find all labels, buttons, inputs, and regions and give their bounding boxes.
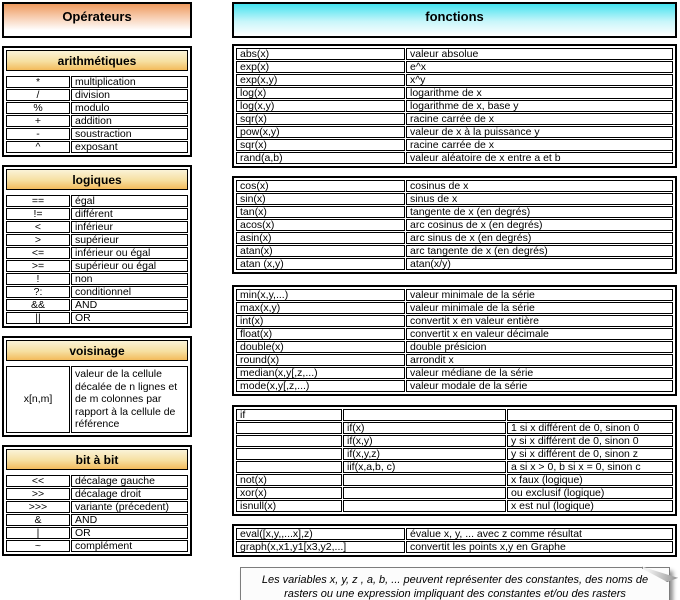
- table-row: [6, 221, 188, 233]
- table-cell: if(x,y): [343, 435, 506, 447]
- table-cell: arc cosinus de x (en degrés): [406, 219, 673, 231]
- table-cell: double présicion: [406, 341, 673, 353]
- table-cell: inférieur ou égal: [71, 247, 188, 259]
- table-row: [6, 527, 188, 539]
- table-cell: int(x): [236, 315, 405, 327]
- table-row: [6, 488, 188, 500]
- table-cell: cosinus de x: [406, 180, 673, 192]
- table-row: [6, 286, 188, 298]
- table-row: [6, 312, 188, 324]
- table-row: [6, 540, 188, 552]
- table-row: [236, 232, 673, 244]
- table-row: [236, 328, 673, 340]
- table-cell: +: [6, 115, 70, 127]
- table-row: [236, 315, 673, 327]
- neighborhood-operators-table: [6, 366, 188, 433]
- table-cell: AND: [71, 299, 188, 311]
- table-cell: if(x,y,z): [343, 448, 506, 460]
- table-cell: [343, 487, 506, 499]
- table-row: [236, 126, 673, 138]
- table-row: [236, 152, 673, 164]
- table-cell: inférieur: [71, 221, 188, 233]
- table-row: [236, 289, 673, 301]
- table-row: [6, 247, 188, 259]
- table-cell: round(x): [236, 354, 405, 366]
- operators-panel-header: [2, 2, 192, 38]
- operators-title: Opérateurs: [62, 9, 132, 24]
- table-row: [6, 128, 188, 140]
- table-row: [236, 541, 673, 553]
- table-row: [6, 234, 188, 246]
- table-cell: !=: [6, 208, 70, 220]
- table-row: [6, 141, 188, 153]
- table-cell: OR: [71, 527, 188, 539]
- table-cell: racine carrée de x: [406, 139, 673, 151]
- table-cell: if(x): [343, 422, 506, 434]
- table-cell: décalage droit: [71, 488, 188, 500]
- table-cell: a si x > 0, b si x = 0, sinon c: [507, 461, 673, 473]
- table-cell: log(x): [236, 87, 405, 99]
- eval-functions-table: [236, 528, 673, 553]
- table-cell: division: [71, 89, 188, 101]
- table-cell: ou exclusif (logique): [507, 487, 673, 499]
- table-cell: sin(x): [236, 193, 405, 205]
- table-cell: cos(x): [236, 180, 405, 192]
- table-row: [236, 302, 673, 314]
- table-cell: abs(x): [236, 48, 405, 60]
- table-row: [236, 61, 673, 73]
- table-cell: arrondit x: [406, 354, 673, 366]
- table-cell: median(x,y[,z,...): [236, 367, 405, 379]
- functions-panel-header: [232, 2, 677, 38]
- table-cell: mode(x,y[,z,...): [236, 380, 405, 392]
- table-row: [236, 500, 673, 512]
- table-row: [236, 341, 673, 353]
- table-cell: 1 si x différent de 0, sinon 0: [507, 422, 673, 434]
- section-bit-a-bit: [2, 445, 192, 556]
- functions-block-eval: [232, 524, 677, 557]
- table-cell: float(x): [236, 328, 405, 340]
- table-cell: tan(x): [236, 206, 405, 218]
- table-row: [6, 76, 188, 88]
- table-row: [236, 74, 673, 86]
- table-cell: [343, 474, 506, 486]
- functions-block-stats: [232, 285, 677, 396]
- table-cell: exp(x): [236, 61, 405, 73]
- table-cell: convertit les points x,y en Graphe: [406, 541, 673, 553]
- table-cell: arc sinus de x (en degrés): [406, 232, 673, 244]
- table-row: [236, 245, 673, 257]
- section-voisinage-header: [6, 340, 188, 361]
- table-cell: [507, 409, 673, 421]
- table-cell: ^: [6, 141, 70, 153]
- stats-functions-table: [236, 289, 673, 392]
- table-cell: convertit x en valeur décimale: [406, 328, 673, 340]
- table-cell: non: [71, 273, 188, 285]
- table-cell: min(x,y,...): [236, 289, 405, 301]
- functions-column: [232, 2, 677, 600]
- section-title: voisinage: [69, 344, 125, 358]
- table-cell: ||: [6, 312, 70, 324]
- table-cell: graph(x,x1,y1[x3,y2,...]: [236, 541, 405, 553]
- table-row: [6, 273, 188, 285]
- table-row: [6, 89, 188, 101]
- table-cell: isnull(x): [236, 500, 342, 512]
- table-cell: sqr(x): [236, 139, 405, 151]
- table-cell: AND: [71, 514, 188, 526]
- table-cell: asin(x): [236, 232, 405, 244]
- table-row: [6, 299, 188, 311]
- table-cell: *: [6, 76, 70, 88]
- trig-functions-table: [236, 180, 673, 270]
- table-cell: rand(a,b): [236, 152, 405, 164]
- table-cell: y si x différent de 0, sinon 0: [507, 435, 673, 447]
- table-row: [236, 409, 673, 421]
- table-cell: complément: [71, 540, 188, 552]
- table-cell: addition: [71, 115, 188, 127]
- table-row: [236, 435, 673, 447]
- note-box: [240, 567, 670, 600]
- table-row: [236, 422, 673, 434]
- conditional-functions-table: [236, 409, 673, 512]
- table-cell: valeur minimale de la série: [406, 302, 673, 314]
- table-cell: &: [6, 514, 70, 526]
- table-cell: valeur minimale de la série: [406, 289, 673, 301]
- table-cell: variante (précedent): [71, 501, 188, 513]
- table-row: [6, 260, 188, 272]
- table-cell: acos(x): [236, 219, 405, 231]
- table-cell: x est nul (logique): [507, 500, 673, 512]
- table-cell: exp(x,y): [236, 74, 405, 86]
- table-cell: [343, 409, 506, 421]
- table-row: [236, 48, 673, 60]
- table-cell: -: [6, 128, 70, 140]
- table-row: [236, 448, 673, 460]
- table-row: [236, 487, 673, 499]
- table-cell: décalage gauche: [71, 475, 188, 487]
- table-cell: xor(x): [236, 487, 342, 499]
- section-title: logiques: [72, 173, 122, 187]
- table-cell: [236, 435, 342, 447]
- table-row: [236, 461, 673, 473]
- table-cell: not(x): [236, 474, 342, 486]
- functions-block-basic: [232, 44, 677, 168]
- table-row: [236, 474, 673, 486]
- table-cell: double(x): [236, 341, 405, 353]
- table-row: [236, 100, 673, 112]
- table-cell: modulo: [71, 102, 188, 114]
- section-arithmetiques: [2, 46, 192, 157]
- table-row: [6, 501, 188, 513]
- table-cell: y si x différent de 0, sinon z: [507, 448, 673, 460]
- table-cell: >: [6, 234, 70, 246]
- table-cell: !: [6, 273, 70, 285]
- table-cell: atan(x): [236, 245, 405, 257]
- table-cell: ~: [6, 540, 70, 552]
- functions-title: fonctions: [425, 9, 484, 24]
- table-cell: <: [6, 221, 70, 233]
- table-cell: [343, 500, 506, 512]
- table-cell: tangente de x (en degrés): [406, 206, 673, 218]
- table-row: [6, 366, 188, 433]
- table-row: [6, 102, 188, 114]
- section-arithmetiques-header: [6, 50, 188, 71]
- table-cell: /: [6, 89, 70, 101]
- section-logiques: [2, 165, 192, 328]
- table-row: [236, 528, 673, 540]
- table-row: [236, 113, 673, 125]
- table-cell: ==: [6, 195, 70, 207]
- table-cell: différent: [71, 208, 188, 220]
- table-cell: ?:: [6, 286, 70, 298]
- table-row: [236, 367, 673, 379]
- table-cell: sqr(x): [236, 113, 405, 125]
- table-row: [236, 87, 673, 99]
- table-cell: égal: [71, 195, 188, 207]
- table-cell: [236, 422, 342, 434]
- table-cell: >>: [6, 488, 70, 500]
- table-cell: iif(x,a,b, c): [343, 461, 506, 473]
- table-cell: max(x,y): [236, 302, 405, 314]
- section-title: bit à bit: [75, 452, 119, 467]
- table-cell: x faux (logique): [507, 474, 673, 486]
- table-cell: valeur de x à la puissance y: [406, 126, 673, 138]
- table-cell: eval([x,y,,...x],z): [236, 528, 405, 540]
- bitwise-operators-table: [6, 475, 188, 552]
- table-cell: [236, 448, 342, 460]
- table-cell: évalue x, y, ... avec z comme résultat: [406, 528, 673, 540]
- table-cell: log(x,y): [236, 100, 405, 112]
- table-row: [236, 354, 673, 366]
- table-cell: multiplication: [71, 76, 188, 88]
- table-row: [6, 195, 188, 207]
- table-cell: valeur aléatoire de x entre a et b: [406, 152, 673, 164]
- table-cell: sinus de x: [406, 193, 673, 205]
- table-cell: atan(x/y): [406, 258, 673, 270]
- table-row: [6, 115, 188, 127]
- section-logiques-header: [6, 169, 188, 190]
- table-cell: valeur absolue: [406, 48, 673, 60]
- table-cell: logarithme de x: [406, 87, 673, 99]
- table-row: [236, 193, 673, 205]
- note-text: Les variables x, y, z , a, b, ... peuvent représenter des constantes, des noms de rasters ou une expression impliquant des constantes et/ou des rasters: [261, 574, 649, 600]
- table-row: [6, 208, 188, 220]
- table-cell: supérieur ou égal: [71, 260, 188, 272]
- table-row: [6, 475, 188, 487]
- table-cell: e^x: [406, 61, 673, 73]
- table-cell: logarithme de x, base y: [406, 100, 673, 112]
- table-cell: if: [236, 409, 342, 421]
- table-cell: valeur de la cellule décalée de n lignes et de m colonnes par rapport à la cellule de référence: [71, 366, 188, 433]
- table-row: [236, 219, 673, 231]
- table-cell: >>>: [6, 501, 70, 513]
- logic-operators-table: [6, 195, 188, 324]
- table-row: [6, 514, 188, 526]
- table-cell: valeur modale de la série: [406, 380, 673, 392]
- arithmetic-operators-table: [6, 76, 188, 153]
- table-cell: supérieur: [71, 234, 188, 246]
- table-cell: &&: [6, 299, 70, 311]
- table-cell: x^y: [406, 74, 673, 86]
- operators-column: [2, 2, 192, 556]
- section-voisinage: [2, 336, 192, 437]
- table-cell: soustraction: [71, 128, 188, 140]
- table-cell: OR: [71, 312, 188, 324]
- table-cell: arc tangente de x (en degrés): [406, 245, 673, 257]
- table-row: [236, 180, 673, 192]
- table-row: [236, 380, 673, 392]
- functions-block-if: [232, 405, 677, 516]
- functions-block-trig: [232, 176, 677, 274]
- basic-functions-table: [236, 48, 673, 164]
- section-title: arithmétiques: [57, 54, 137, 68]
- table-cell: valeur médiane de la série: [406, 367, 673, 379]
- table-cell: x[n,m]: [6, 366, 70, 433]
- table-cell: racine carrée de x: [406, 113, 673, 125]
- table-row: [236, 258, 673, 270]
- table-cell: <<: [6, 475, 70, 487]
- section-bit-a-bit-header: [6, 449, 188, 470]
- table-cell: exposant: [71, 141, 188, 153]
- table-row: [236, 206, 673, 218]
- table-cell: pow(x,y): [236, 126, 405, 138]
- table-cell: >=: [6, 260, 70, 272]
- table-row: [236, 139, 673, 151]
- table-cell: convertit x en valeur entière: [406, 315, 673, 327]
- table-cell: |: [6, 527, 70, 539]
- table-cell: atan (x,y): [236, 258, 405, 270]
- table-cell: %: [6, 102, 70, 114]
- table-cell: <=: [6, 247, 70, 259]
- table-cell: [236, 461, 342, 473]
- table-cell: conditionnel: [71, 286, 188, 298]
